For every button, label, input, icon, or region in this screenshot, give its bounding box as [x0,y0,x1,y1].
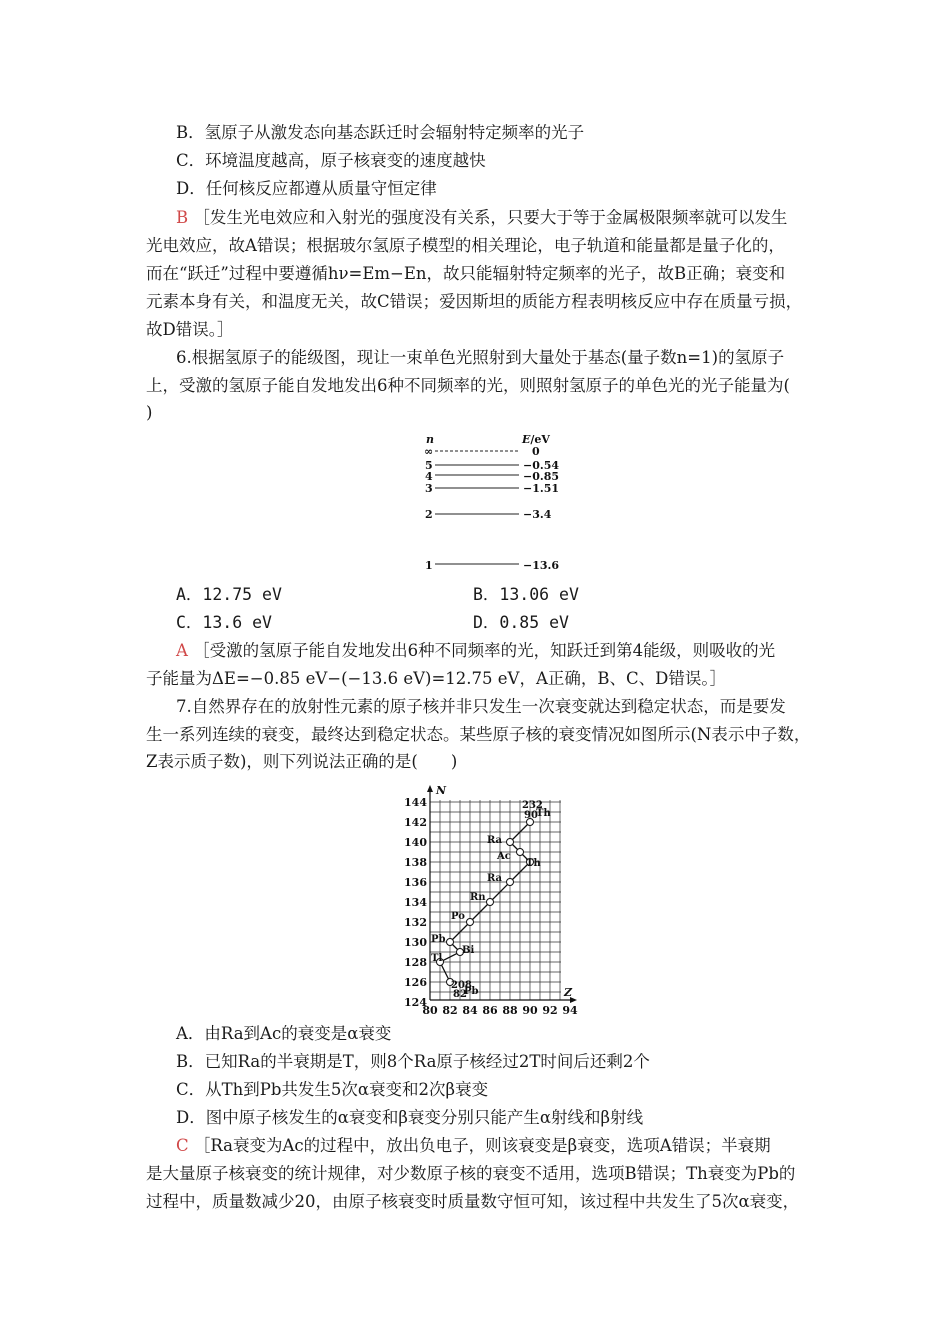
decay-chain-chart [398,782,583,1017]
ac-label: Ac [497,851,511,862]
q5-option-c: C．环境温度越高，原子核衰变的速度越快 [176,151,486,170]
q7-explanation-line-2: 是大量原子核衰变的统计规律，对少数原子核的衰变不适用，选项B错误；Th衰变为Pb的 [146,1164,796,1183]
q6-answer-letter: A [176,641,188,660]
y-tick-130: 130 [404,936,427,949]
q6-stem-line-2: 上，受激的氢原子能自发地发出6种不同频率的光，则照射氢原子的单色光的光子能量为( [146,376,790,395]
bi-label: Bi [462,945,475,956]
x-tick-90: 90 [522,1004,538,1017]
x-axis-label: Z [564,986,573,999]
q7-explanation-line-1 [176,1136,771,1156]
q7-explanation-text: ［Ra衰变为Ac的过程中，放出负电子，则该衰变是β衰变，选项A错误；半衰期 [193,1136,771,1155]
q6-option-d: D．0.85 eV [473,613,569,632]
rn-node [487,899,494,906]
level-5-label: 5 [425,459,433,472]
level-5-energy: −0.54 [523,459,560,472]
energy-axis-label: E/eV [522,433,550,446]
ra-node-1 [507,839,514,846]
x-tick-88: 88 [502,1004,518,1017]
y-tick-132: 132 [404,916,427,929]
pb208-mass-number: 208 [451,980,472,991]
po-node [467,919,474,926]
level-4-energy: −0.85 [523,470,560,483]
level-inf-energy: 0 [532,445,540,458]
x-tick-94: 94 [562,1004,578,1017]
q7-explanation-line-3: 过程中，质量数减少20，由原子核衰变时质量数守恒可知，该过程中共发生了5次α衰变， [146,1192,800,1211]
q7-answer-letter: C [176,1136,189,1155]
pb-label-1: Pb [431,934,446,945]
n-axis-label: n [426,433,434,446]
level-3-label: 3 [425,482,433,495]
x-tick-92: 92 [542,1004,558,1017]
q6-option-b: B．13.06 eV [473,585,579,604]
y-axis-arrow [427,785,433,792]
q5-explanation-line-5: 故D错误。］ [146,320,234,339]
q5-explanation-line-1 [176,208,787,228]
level-1-energy: −13.6 [523,559,560,572]
level-inf-label: ∞ [424,445,434,458]
y-tick-124: 124 [404,996,427,1009]
q7-option-d: D．图中原子核发生的α衰变和β衰变分别只能产生α射线和β射线 [176,1108,644,1127]
y-tick-140: 140 [404,836,427,849]
pb-node-1 [447,939,454,946]
q5-explanation-line-2: 光电效应，故A错误；根据玻尔氢原子模型的相关理论，电子轨道和能量都是量子化的， [146,236,785,255]
energy-level-diagram [415,428,565,578]
level-2-energy: −3.4 [523,508,552,521]
th232-mass-number: 232 [522,800,543,811]
q5-explanation-line-4: 元素本身有关，和温度无关，故C错误；爱因斯坦的质能方程表明核反应中存在质量亏损， [146,292,803,311]
q6-explanation-line-2: 子能量为ΔE=−0.85 eV−(−13.6 eV)=12.75 eV，A正确，B、C、D错误。］ [146,669,727,688]
y-tick-128: 128 [404,956,427,969]
q6-explanation-line-1 [176,641,775,661]
q7-option-a: A．由Ra到Ac的衰变是α衰变 [176,1024,392,1043]
q6-option-c: C．13.6 eV [176,613,272,632]
y-tick-144: 144 [404,796,427,809]
q5-option-b: B．氢原子从激发态向基态跃迁时会辐射特定频率的光子 [176,123,585,142]
ra-label-1: Ra [487,835,503,846]
pb208-label: Pb [464,986,479,997]
level-1-label: 1 [425,559,433,572]
q7-stem-line-3: Z表示质子数)，则下列说法正确的是( ) [146,752,458,771]
q7-option-c: C．从Th到Pb共发生5次α衰变和2次β衰变 [176,1080,489,1099]
q6-stem-line-3: ) [146,403,153,422]
y-tick-142: 142 [404,816,427,829]
q5-answer-letter: B [176,208,189,227]
th-label-2: Th [526,858,541,869]
rn-label: Rn [470,892,486,903]
x-tick-82: 82 [442,1004,458,1017]
chart-grid [430,800,561,1000]
x-tick-84: 84 [462,1004,478,1017]
q7-stem-line-1: 7.自然界存在的放射性元素的原子核并非只发生一次衰变就达到稳定状态，而是要发 [176,697,786,716]
ra-label-2: Ra [487,873,503,884]
q6-explanation-text: ［受激的氢原子能自发地发出6种不同频率的光，知跃迁到第4能级，则吸收的光 [193,641,776,660]
q5-explanation-line-3: 而在“跃迁”过程中要遵循hν=Em−En，故只能辐射特定频率的光子，故B正确；衰变和 [146,264,786,283]
q5-option-d: D．任何核反应都遵从质量守恒定律 [176,179,437,198]
level-2-label: 2 [425,508,433,521]
th232-label: Th [536,808,551,819]
y-tick-136: 136 [404,876,427,889]
q5-explanation-text: ［发生光电效应和入射光的强度没有关系，只要大于等于金属极限频率就可以发生 [193,208,788,227]
pb208-atomic-number: 82 [453,989,467,1000]
y-tick-134: 134 [404,896,427,909]
y-tick-126: 126 [404,976,427,989]
q6-stem-line-1: 6.根据氢原子的能级图，现让一束单色光照射到大量处于基态(量子数n=1)的氢原子 [176,348,785,367]
x-tick-86: 86 [482,1004,498,1017]
x-tick-80: 80 [422,1004,438,1017]
y-tick-138: 138 [404,856,427,869]
ac-node [517,849,524,856]
q6-option-a: A．12.75 eV [176,585,282,604]
y-axis-label: N [436,784,447,797]
level-3-energy: −1.51 [523,482,560,495]
level-4-label: 4 [425,470,433,483]
th232-atomic-number: 90 [524,810,538,821]
q7-stem-line-2: 生一系列连续的衰变，最终达到稳定状态。某些原子核的衰变情况如图所示(N表示中子数， [146,725,811,744]
ra-node-2 [507,879,514,886]
po-label: Po [451,911,465,922]
tl-label: Tl [431,953,443,964]
q7-option-b: B．已知Ra的半衰期是T，则8个Ra原子核经过2T时间后还剩2个 [176,1052,650,1071]
